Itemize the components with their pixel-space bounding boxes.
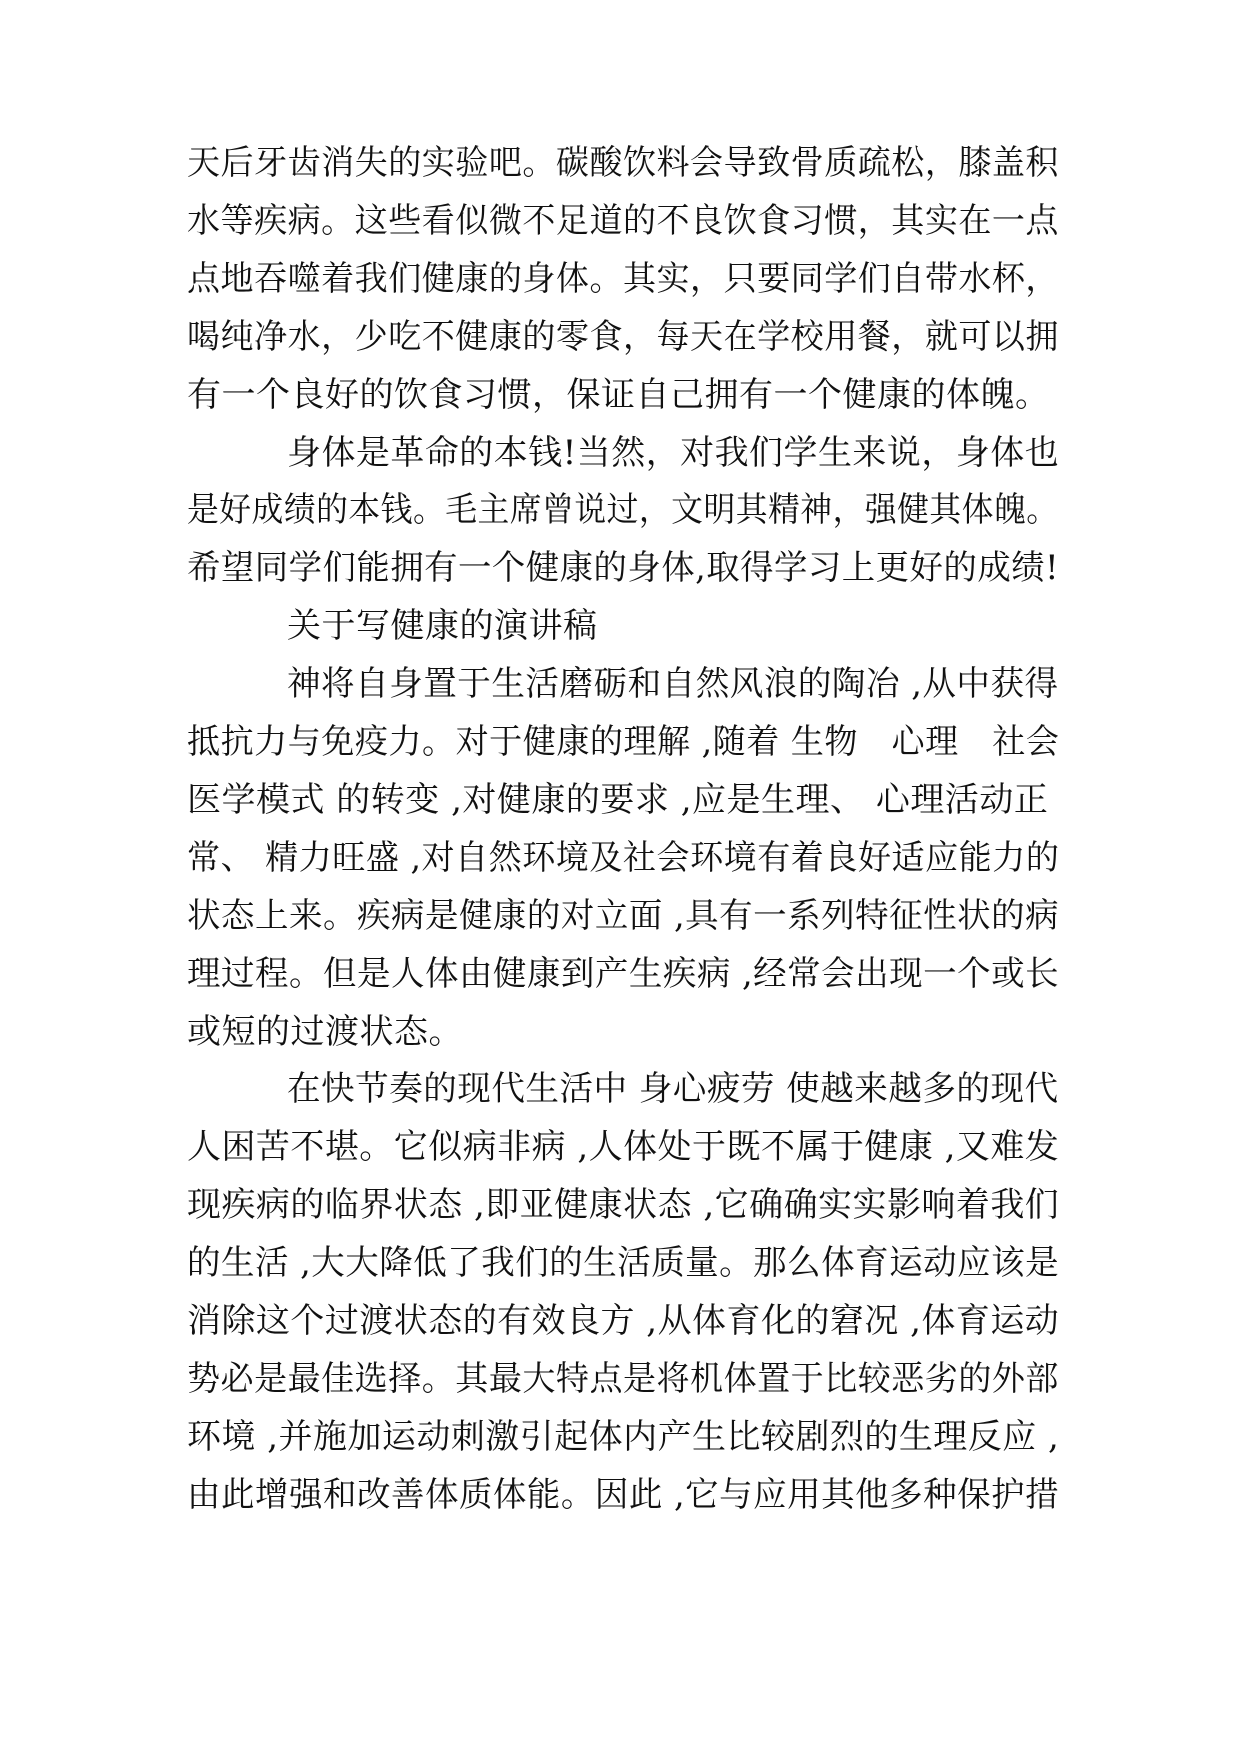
text-line: 消除这个过渡状态的有效良方 ,从体育化的窘况 ,体育运动 [187, 1301, 1060, 1341]
text-line: 是好成绩的本钱。毛主席曾说过，文明其精神，强健其体魄。 [187, 490, 1059, 531]
text-line: 希望同学们能拥有一个健康的身体,取得学习上更好的成绩! [187, 548, 1059, 589]
text-line: 医学模式 的转变 ,对健康的要求 ,应是生理、 心理活动正 [187, 779, 1049, 820]
text-line: 人困苦不堪。它似病非病 ,人体处于既不属于健康 ,又难发 [187, 1127, 1060, 1168]
paragraph-first-line: 关于写健康的演讲稿 [287, 606, 598, 647]
text-line: 由此增强和改善体质体能。因此 ,它与应用其他多种保护措 [187, 1474, 1060, 1515]
paragraph-first-line: 身体是革命的本钱!当然，对我们学生来说，身体也 [287, 432, 1060, 473]
text-line: 水等疾病。这些看似微不足道的不良饮食习惯，其实在一点 [187, 200, 1059, 241]
text-line: 点地吞噬着我们健康的身体。其实，只要同学们自带水杯， [187, 258, 1059, 299]
text-line: 环境 ,并施加运动刺激引起体内产生比较剧烈的生理反应 , [187, 1416, 1060, 1457]
text-line: 现疾病的临界状态 ,即亚健康状态 ,它确确实实影响着我们 [187, 1185, 1060, 1226]
paragraph-first-line: 在快节奏的现代生活中 身心疲劳 使越来越多的现代 [287, 1069, 1059, 1110]
text-line: 喝纯净水，少吃不健康的零食，每天在学校用餐，就可以拥 [187, 316, 1059, 357]
text-line: 的生活 ,大大降低了我们的生活质量。那么体育运动应该是 [187, 1243, 1060, 1284]
text-line: 天后牙齿消失的实验吧。碳酸饮料会导致骨质疏松，膝盖积 [187, 143, 1059, 183]
text-line: 常、 精力旺盛 ,对自然环境及社会环境有着良好适应能力的 [187, 837, 1060, 878]
text-line: 抵抗力与免疫力。对于健康的理解 ,随着 生物 心理 社会 [187, 722, 1060, 762]
paragraph-first-line: 神将自身置于生活磨砺和自然风浪的陶冶 ,从中获得 [287, 664, 1059, 705]
text-line: 势必是最佳选择。其最大特点是将机体置于比较恶劣的外部 [187, 1358, 1059, 1399]
text-line: 有一个良好的饮食习惯，保证自己拥有一个健康的体魄。 [187, 374, 1050, 415]
text-line: 状态上来。疾病是健康的对立面 ,具有一系列特征性状的病 [187, 895, 1060, 936]
text-line: 理过程。但是人体由健康到产生疾病 ,经常会出现一个或长 [187, 953, 1060, 994]
text-line: 或短的过渡状态。 [187, 1011, 463, 1052]
